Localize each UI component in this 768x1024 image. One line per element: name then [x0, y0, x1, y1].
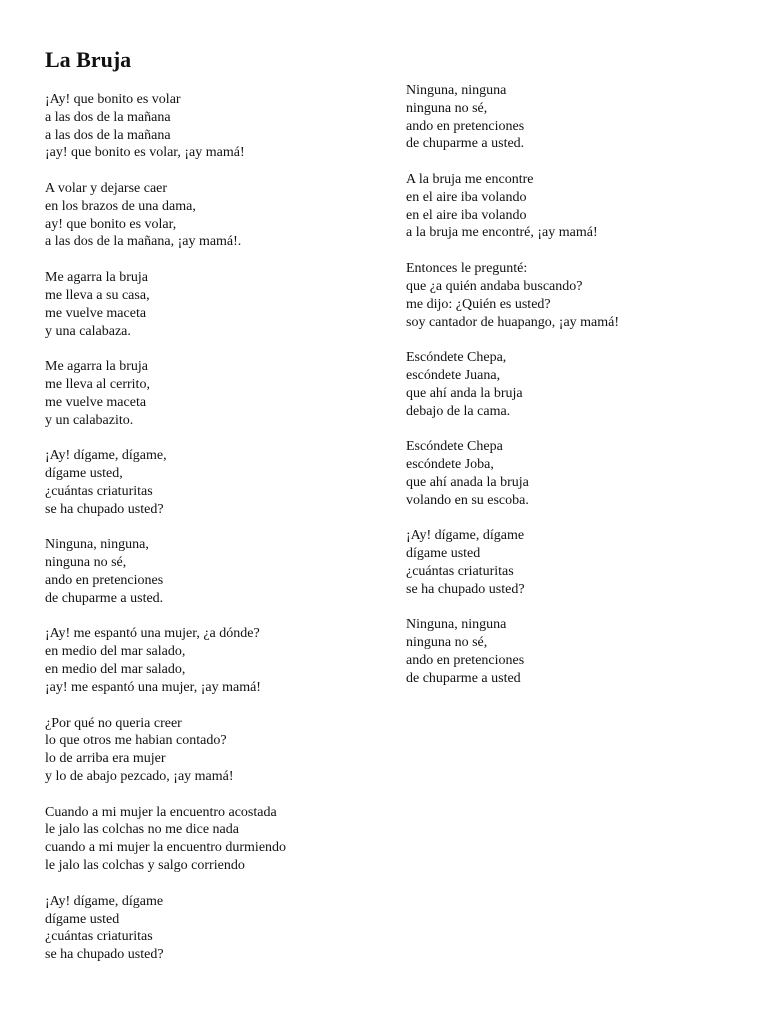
verse-line: a las dos de la mañana: [45, 127, 171, 143]
verse-line: ninguna no sé,: [406, 635, 488, 651]
verse-line: ¡Ay! dígame, dígame: [406, 528, 525, 544]
verse-line: y lo de abajo pezcado, ¡ay mamá!: [45, 768, 234, 784]
verse-line: de chuparme a usted: [406, 670, 521, 686]
verse-line: A volar y dejarse caer: [45, 181, 168, 197]
stanza: [406, 349, 746, 420]
verse-line: Ninguna, ninguna: [406, 617, 507, 633]
verse-line: me dijo: ¿Quién es usted?: [406, 296, 551, 312]
verse-line: cuando a mi mujer la encuentro durmiendo: [45, 840, 287, 856]
stanza: [45, 91, 385, 162]
verse-line: Ninguna, ninguna: [406, 83, 507, 98]
verse-line: volando en su escoba.: [406, 492, 529, 508]
verse-line: ¿cuántas criaturitas: [45, 483, 153, 499]
verse-line: ando en pretenciones: [406, 653, 525, 669]
verse-line: soy cantador de huapango, ¡ay mamá!: [406, 314, 620, 330]
verse-line: escóndete Joba,: [406, 457, 494, 473]
stanza: [45, 893, 385, 964]
stanza: [45, 536, 385, 607]
stanza: [406, 438, 746, 509]
verse-line: y un calabazito.: [45, 412, 134, 428]
verse-line: me lleva a su casa,: [45, 287, 150, 303]
verse-line: que ahí anda la bruja: [406, 385, 523, 401]
verse-line: ¿cuántas criaturitas: [45, 929, 153, 945]
verse-line: Entonces le pregunté:: [406, 261, 528, 277]
verse-line: ¿Por qué no queria creer: [45, 715, 182, 731]
stanza: [45, 358, 385, 429]
verse-line: ¡Ay! me espantó una mujer, ¿a dónde?: [45, 626, 260, 642]
verse-line: en el aire iba volando: [406, 189, 527, 205]
verse-line: ando en pretenciones: [406, 118, 525, 134]
left-column: [45, 91, 385, 982]
verse-line: que ¿a quién andaba buscando?: [406, 278, 583, 294]
verse-line: se ha chupado usted?: [45, 947, 164, 963]
verse-line: Me agarra la bruja: [45, 359, 148, 375]
verse-line: ay! que bonito es volar,: [45, 216, 177, 232]
stanza: [406, 260, 746, 331]
stanza: [45, 447, 385, 518]
verse-line: en el aire iba volando: [406, 207, 527, 223]
page-title: La Bruja: [45, 47, 132, 72]
verse-line: Cuando a mi mujer la encuentro acostada: [45, 804, 277, 820]
verse-line: de chuparme a usted.: [45, 590, 164, 606]
verse-line: de chuparme a usted.: [406, 136, 525, 152]
verse-line: le jalo las colchas no me dice nada: [45, 822, 239, 838]
right-column: [406, 82, 746, 706]
verse-line: escóndete Juana,: [406, 368, 501, 384]
verse-line: me vuelve maceta: [45, 394, 147, 410]
verse-line: dígame usted: [45, 911, 120, 927]
stanza: [45, 715, 385, 786]
verse-line: lo que otros me habian contado?: [45, 733, 227, 749]
verse-line: ninguna no sé,: [45, 555, 127, 571]
verse-line: en medio del mar salado,: [45, 662, 186, 678]
verse-line: Me agarra la bruja: [45, 270, 148, 286]
verse-line: en los brazos de una dama,: [45, 198, 196, 214]
verse-line: a las dos de la mañana, ¡ay mamá!.: [45, 234, 242, 250]
verse-line: y una calabaza.: [45, 323, 131, 339]
verse-line: que ahí anada la bruja: [406, 474, 529, 490]
verse-line: le jalo las colchas y salgo corriendo: [45, 858, 245, 874]
verse-line: se ha chupado usted?: [406, 581, 525, 597]
verse-line: se ha chupado usted?: [45, 501, 164, 517]
stanza: [406, 171, 746, 242]
verse-line: dígame usted: [406, 546, 481, 562]
verse-line: Escóndete Chepa: [406, 439, 503, 455]
verse-line: Ninguna, ninguna,: [45, 537, 149, 553]
verse-line: ¡ay! me espantó una mujer, ¡ay mamá!: [45, 679, 261, 695]
verse-line: A la bruja me encontre: [406, 172, 534, 188]
verse-line: ¡ay! que bonito es volar, ¡ay mamá!: [45, 145, 245, 161]
verse-line: a las dos de la mañana: [45, 109, 171, 125]
verse-line: debajo de la cama.: [406, 403, 511, 419]
stanza: [406, 527, 746, 598]
verse-line: ninguna no sé,: [406, 100, 488, 116]
verse-line: me lleva al cerrito,: [45, 377, 150, 393]
verse-line: Escóndete Chepa,: [406, 350, 507, 366]
verse-line: a la bruja me encontré, ¡ay mamá!: [406, 225, 598, 241]
verse-line: ¡Ay! dígame, dígame: [45, 893, 164, 909]
stanza: [45, 269, 385, 340]
verse-line: dígame usted,: [45, 466, 123, 482]
verse-line: ¡Ay! dígame, dígame,: [45, 448, 167, 464]
stanza: [406, 82, 746, 153]
verse-line: ¡Ay! que bonito es volar: [45, 92, 181, 107]
verse-line: en medio del mar salado,: [45, 644, 186, 660]
verse-line: lo de arriba era mujer: [45, 751, 166, 767]
verse-line: me vuelve maceta: [45, 305, 147, 321]
stanza: [45, 804, 385, 875]
stanza: [406, 616, 746, 687]
verse-line: ¿cuántas criaturitas: [406, 563, 514, 579]
verse-line: ando en pretenciones: [45, 572, 164, 588]
stanza: [45, 625, 385, 696]
stanza: [45, 180, 385, 251]
